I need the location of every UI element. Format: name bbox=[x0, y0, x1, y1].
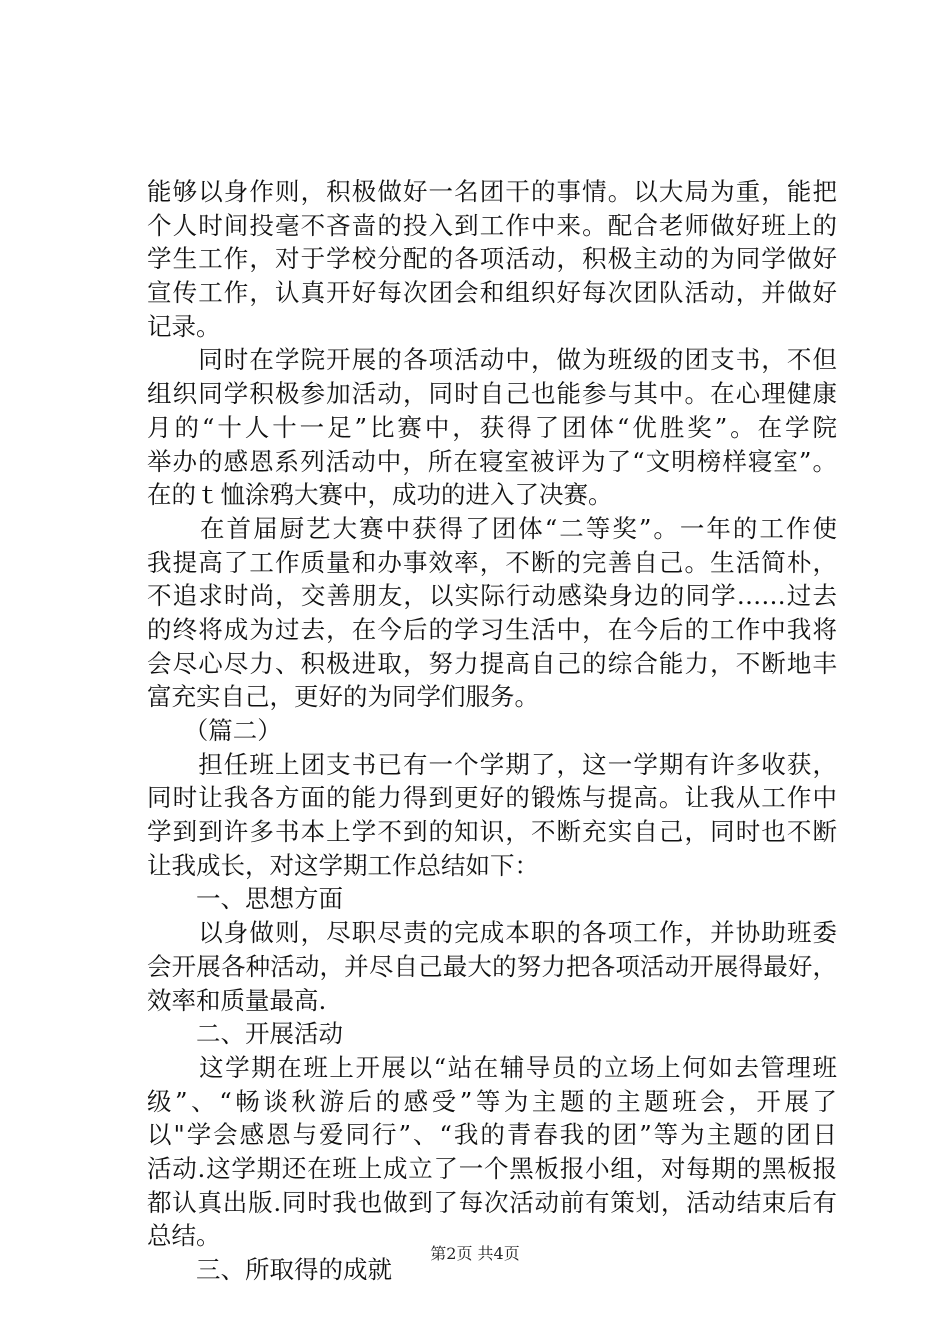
text-line: 以身做则，尽职尽责的完成本职的各项工作，并协助班委 bbox=[147, 918, 837, 948]
text-line: 的终将成为过去，在今后的学习生活中，在今后的工作中我将 bbox=[147, 614, 837, 644]
text-line: 以"学会感恩与爱同行”、“我的青春我的团”等为主题的团日 bbox=[147, 1120, 837, 1150]
text-line: 让我成长，对这学期工作总结如下： bbox=[147, 850, 539, 880]
text-line: 学生工作，对于学校分配的各项活动，积极主动的为同学做好 bbox=[147, 244, 837, 274]
text-line: 组织同学积极参加活动，同时自己也能参与其中。在心理健康 bbox=[147, 379, 837, 409]
text-line: 月的“十人十一足”比赛中，获得了团体“优胜奖”。在学院 bbox=[147, 412, 837, 442]
text-line: 二、开展活动 bbox=[147, 1019, 343, 1049]
text-line: 在首届厨艺大赛中获得了团体“二等奖”。一年的工作使 bbox=[147, 513, 837, 543]
text-line: 一、思想方面 bbox=[147, 884, 343, 914]
text-line: 能够以身作则，积极做好一名团干的事情。以大局为重，能把 bbox=[147, 177, 837, 206]
text-line: 总结。 bbox=[147, 1221, 221, 1251]
text-line: （篇二） bbox=[147, 716, 282, 745]
text-line: 效率和质量最高. bbox=[147, 985, 327, 1015]
text-line: 举办的感恩系列活动中，所在寝室被评为了“文明榜样寝室”。 bbox=[147, 446, 837, 476]
text-line: 这学期在班上开展以“站在辅导员的立场上何如去管理班 bbox=[147, 1052, 837, 1082]
text-line: 级”、“畅谈秋游后的感受”等为主题的主题班会，开展了 bbox=[147, 1086, 837, 1116]
text-line: 我提高了工作质量和办事效率，不断的完善自己。生活简朴， bbox=[147, 547, 837, 577]
text-line: 同时让我各方面的能力得到更好的锻炼与提高。让我从工作中 bbox=[147, 783, 837, 813]
text-line: 宣传工作，认真开好每次团会和组织好每次团队活动，并做好 bbox=[147, 278, 837, 308]
text-line: 都认真出版.同时我也做到了每次活动前有策划，活动结束后有 bbox=[147, 1187, 837, 1217]
text-line: 学到到许多书本上学不到的知识，不断充实自己，同时也不断 bbox=[147, 817, 837, 847]
text-line: 会开展各种活动，并尽自己最大的努力把各项活动开展得最好， bbox=[147, 951, 837, 981]
text-line: 担任班上团支书已有一个学期了，这一学期有许多收获， bbox=[147, 749, 837, 779]
text-line: 在的ｔ恤涂鸦大赛中，成功的进入了决赛。 bbox=[147, 480, 613, 510]
text-line: 会尽心尽力、积极进取，努力提高自己的综合能力，不断地丰 bbox=[147, 648, 837, 678]
text-line: 个人时间投毫不吝啬的投入到工作中来。配合老师做好班上的 bbox=[147, 210, 837, 240]
page-footer: 第2页 共4页 bbox=[430, 1244, 520, 1263]
text-line: 不追求时尚，交善朋友，以实际行动感染身边的同学……过去 bbox=[147, 581, 837, 611]
document-body bbox=[147, 175, 837, 1287]
text-line: 三、所取得的成就 bbox=[147, 1255, 392, 1284]
text-line: 记录。 bbox=[147, 311, 221, 341]
text-line: 富充实自己，更好的为同学们服务。 bbox=[147, 682, 539, 712]
text-line: 同时在学院开展的各项活动中，做为班级的团支书，不但 bbox=[147, 345, 837, 375]
text-line: 活动.这学期还在班上成立了一个黑板报小组，对每期的黑板报 bbox=[147, 1153, 837, 1183]
